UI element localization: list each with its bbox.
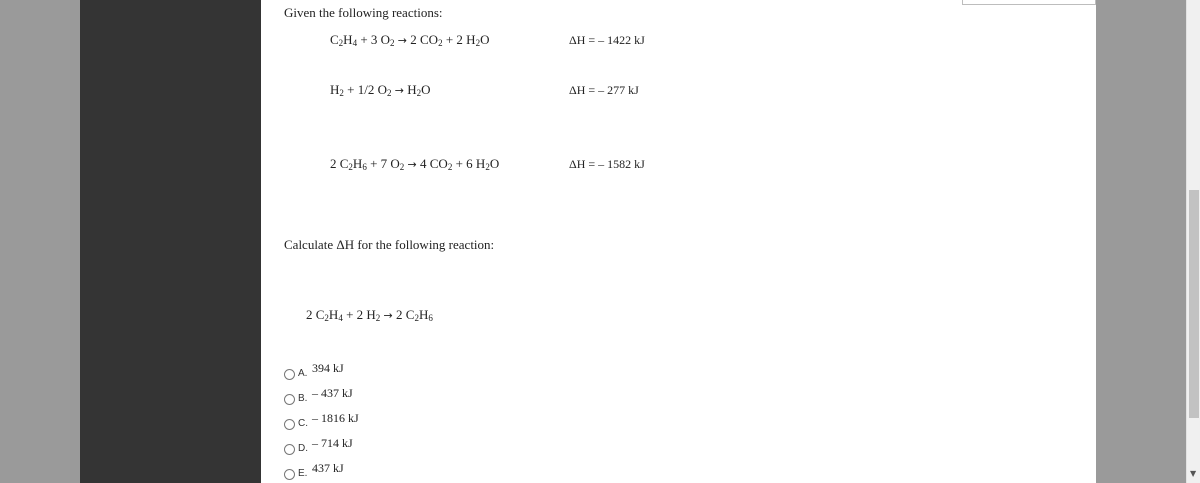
scrollbar-thumb[interactable] — [1189, 190, 1199, 418]
option-letter: B. — [298, 393, 308, 404]
reaction-arrow-icon: → — [383, 309, 393, 322]
intro-text: Given the following reactions: — [284, 5, 443, 20]
reaction-arrow-icon: → — [407, 158, 417, 171]
radio-button[interactable] — [284, 419, 295, 430]
option-value: – 437 kJ — [312, 386, 353, 400]
reaction-arrow-icon: → — [394, 84, 404, 97]
left-gutter — [0, 0, 80, 483]
right-gutter — [1096, 0, 1186, 483]
radio-button[interactable] — [284, 469, 295, 480]
option-value: – 714 kJ — [312, 436, 353, 450]
radio-button[interactable] — [284, 444, 295, 455]
calculate-prompt: Calculate ΔH for the following reaction: — [284, 237, 495, 252]
option-letter: D. — [298, 443, 308, 454]
radio-button[interactable] — [284, 394, 295, 405]
left-dark-panel — [80, 0, 261, 483]
vertical-scrollbar[interactable] — [1186, 0, 1200, 483]
top-right-box — [962, 0, 1096, 5]
option-value: – 1816 kJ — [312, 411, 359, 425]
reaction-1-equation: $C_2H_4 + 3$ $O_2 \to 2$ $CO_2 + 2$ $H_2O$ — [330, 32, 490, 48]
option-letter: A. — [298, 368, 308, 379]
reaction-2-equation: $H_2 + 1/2$ $O_2 \to H_2O$ — [330, 82, 431, 98]
option-value: 394 kJ — [312, 361, 344, 375]
radio-button[interactable] — [284, 369, 295, 380]
reaction-2-enthalpy: ΔH = – 277 kJ — [569, 83, 639, 97]
reaction-1-enthalpy: ΔH = – 1422 kJ — [569, 33, 645, 47]
reaction-3-enthalpy: ΔH = – 1582 kJ — [569, 157, 645, 171]
reaction-3-equation: 2 $C_2H_6 + 7$ $O_2 \to 4$ $CO_2 + 6$ $H_2O$ — [330, 156, 500, 172]
target-reaction-equation: 2 $C_2H_4 + 2$ $H_2 \to 2$ $C_2H_6$ — [306, 307, 433, 323]
option-value: 437 kJ — [312, 461, 344, 475]
option-letter: E. — [298, 468, 308, 479]
option-letter: C. — [298, 418, 308, 429]
reaction-arrow-icon: → — [397, 34, 408, 47]
scroll-down-arrow-icon[interactable]: ▼ — [1190, 469, 1197, 478]
